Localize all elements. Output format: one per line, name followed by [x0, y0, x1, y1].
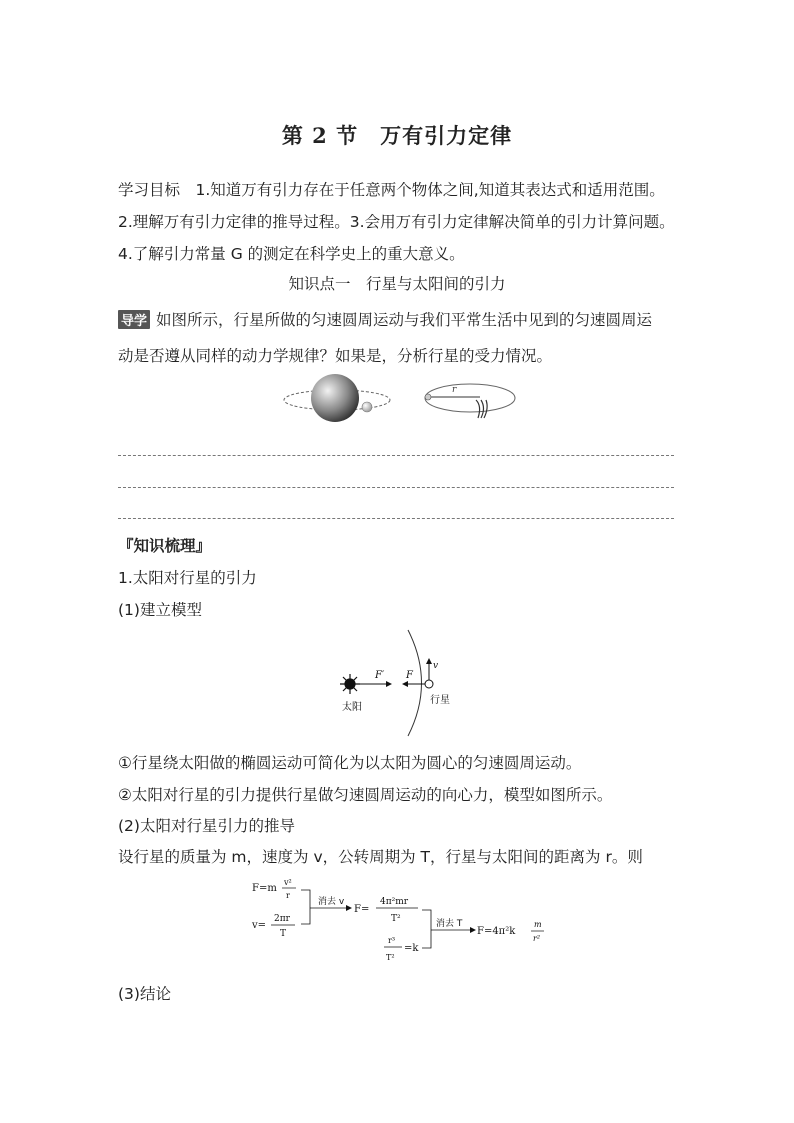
svg-text:v²: v² — [284, 878, 292, 887]
knowledge-point-heading: 知识点一 行星与太阳间的引力 — [288, 275, 506, 293]
svg-text:4π²mr: 4π²mr — [380, 897, 409, 907]
objectives-line-2: 2.理解万有引力定律的推导过程。3.会用万有引力定律解决简单的引力计算问题。 — [118, 213, 675, 231]
svg-text:=k: =k — [404, 943, 419, 954]
sun-icon — [340, 674, 360, 694]
svg-text:2πr: 2πr — [274, 914, 290, 924]
answer-line-3 — [118, 518, 674, 519]
orbit-figure — [280, 370, 520, 430]
planet-circle — [425, 680, 433, 688]
svg-text:F=4π²k: F=4π²k — [477, 926, 516, 937]
orbit-ellipse-2 — [425, 384, 515, 412]
svg-text:F=: F= — [354, 904, 370, 915]
svg-text:v: v — [433, 661, 439, 671]
objectives-line-1: 学习目标 1.知道万有引力存在于任意两个物体之间,知道其表达式和适用范围。 — [118, 181, 665, 199]
hand-icon — [476, 400, 487, 418]
planet-label: 行星 — [430, 695, 450, 706]
svg-text:r²: r² — [533, 934, 541, 943]
guide-text-1: 如图所示，行星所做的匀速圆周运动与我们平常生活中见到的匀速圆周运 — [156, 311, 653, 329]
sun-sphere — [311, 374, 359, 422]
svg-text:r³: r³ — [388, 936, 396, 945]
guide-badge: 导学 — [118, 310, 150, 329]
derivation-diagram — [248, 872, 558, 972]
svg-text:F′: F′ — [375, 670, 385, 681]
radius-label: r — [452, 385, 457, 395]
sun-label: 太阳 — [342, 702, 362, 713]
paragraph-1: ①行星绕太阳做的椭圆运动可简化为以太阳为圆心的匀速圆周运动。 — [118, 754, 582, 772]
model-figure — [330, 628, 470, 738]
svg-text:F=m: F=m — [252, 883, 277, 894]
page-title: 第 2 节 万有引力定律 — [281, 123, 513, 148]
svg-text:T²: T² — [386, 953, 395, 962]
svg-text:F: F — [406, 670, 413, 681]
answer-line-1 — [118, 455, 674, 456]
ball — [425, 394, 431, 400]
svg-text:v=: v= — [252, 920, 267, 931]
guide-paragraph-line-1 — [118, 308, 652, 330]
paragraph-2: ②太阳对行星的引力提供行星做匀速圆周运动的向心力，模型如图所示。 — [118, 786, 613, 804]
item-1-1: (1)建立模型 — [118, 601, 202, 619]
objectives-line-3: 4.了解引力常量 G 的测定在科学史上的重大意义。 — [118, 245, 465, 263]
planet-sphere — [362, 402, 372, 412]
item-1: 1.太阳对行星的引力 — [118, 569, 257, 587]
svg-text:消去 T: 消去 T — [436, 919, 463, 929]
svg-text:m: m — [534, 920, 542, 929]
svg-text:r: r — [286, 891, 290, 900]
svg-text:消去 v: 消去 v — [318, 897, 345, 907]
guide-paragraph-line-2: 动是否遵从同样的动力学规律？如果是，分析行星的受力情况。 — [118, 347, 553, 365]
item-1-2: (2)太阳对行星引力的推导 — [118, 817, 295, 835]
orbit-arc — [408, 630, 422, 736]
svg-text:T²: T² — [391, 914, 401, 924]
paragraph-3: 设行星的质量为 m，速度为 v，公转周期为 T，行星与太阳间的距离为 r。则 — [118, 848, 643, 866]
section-header: 『知识梳理』 — [118, 537, 212, 555]
item-1-3: (3)结论 — [118, 985, 171, 1003]
svg-text:T: T — [280, 929, 287, 939]
answer-line-2 — [118, 487, 674, 488]
